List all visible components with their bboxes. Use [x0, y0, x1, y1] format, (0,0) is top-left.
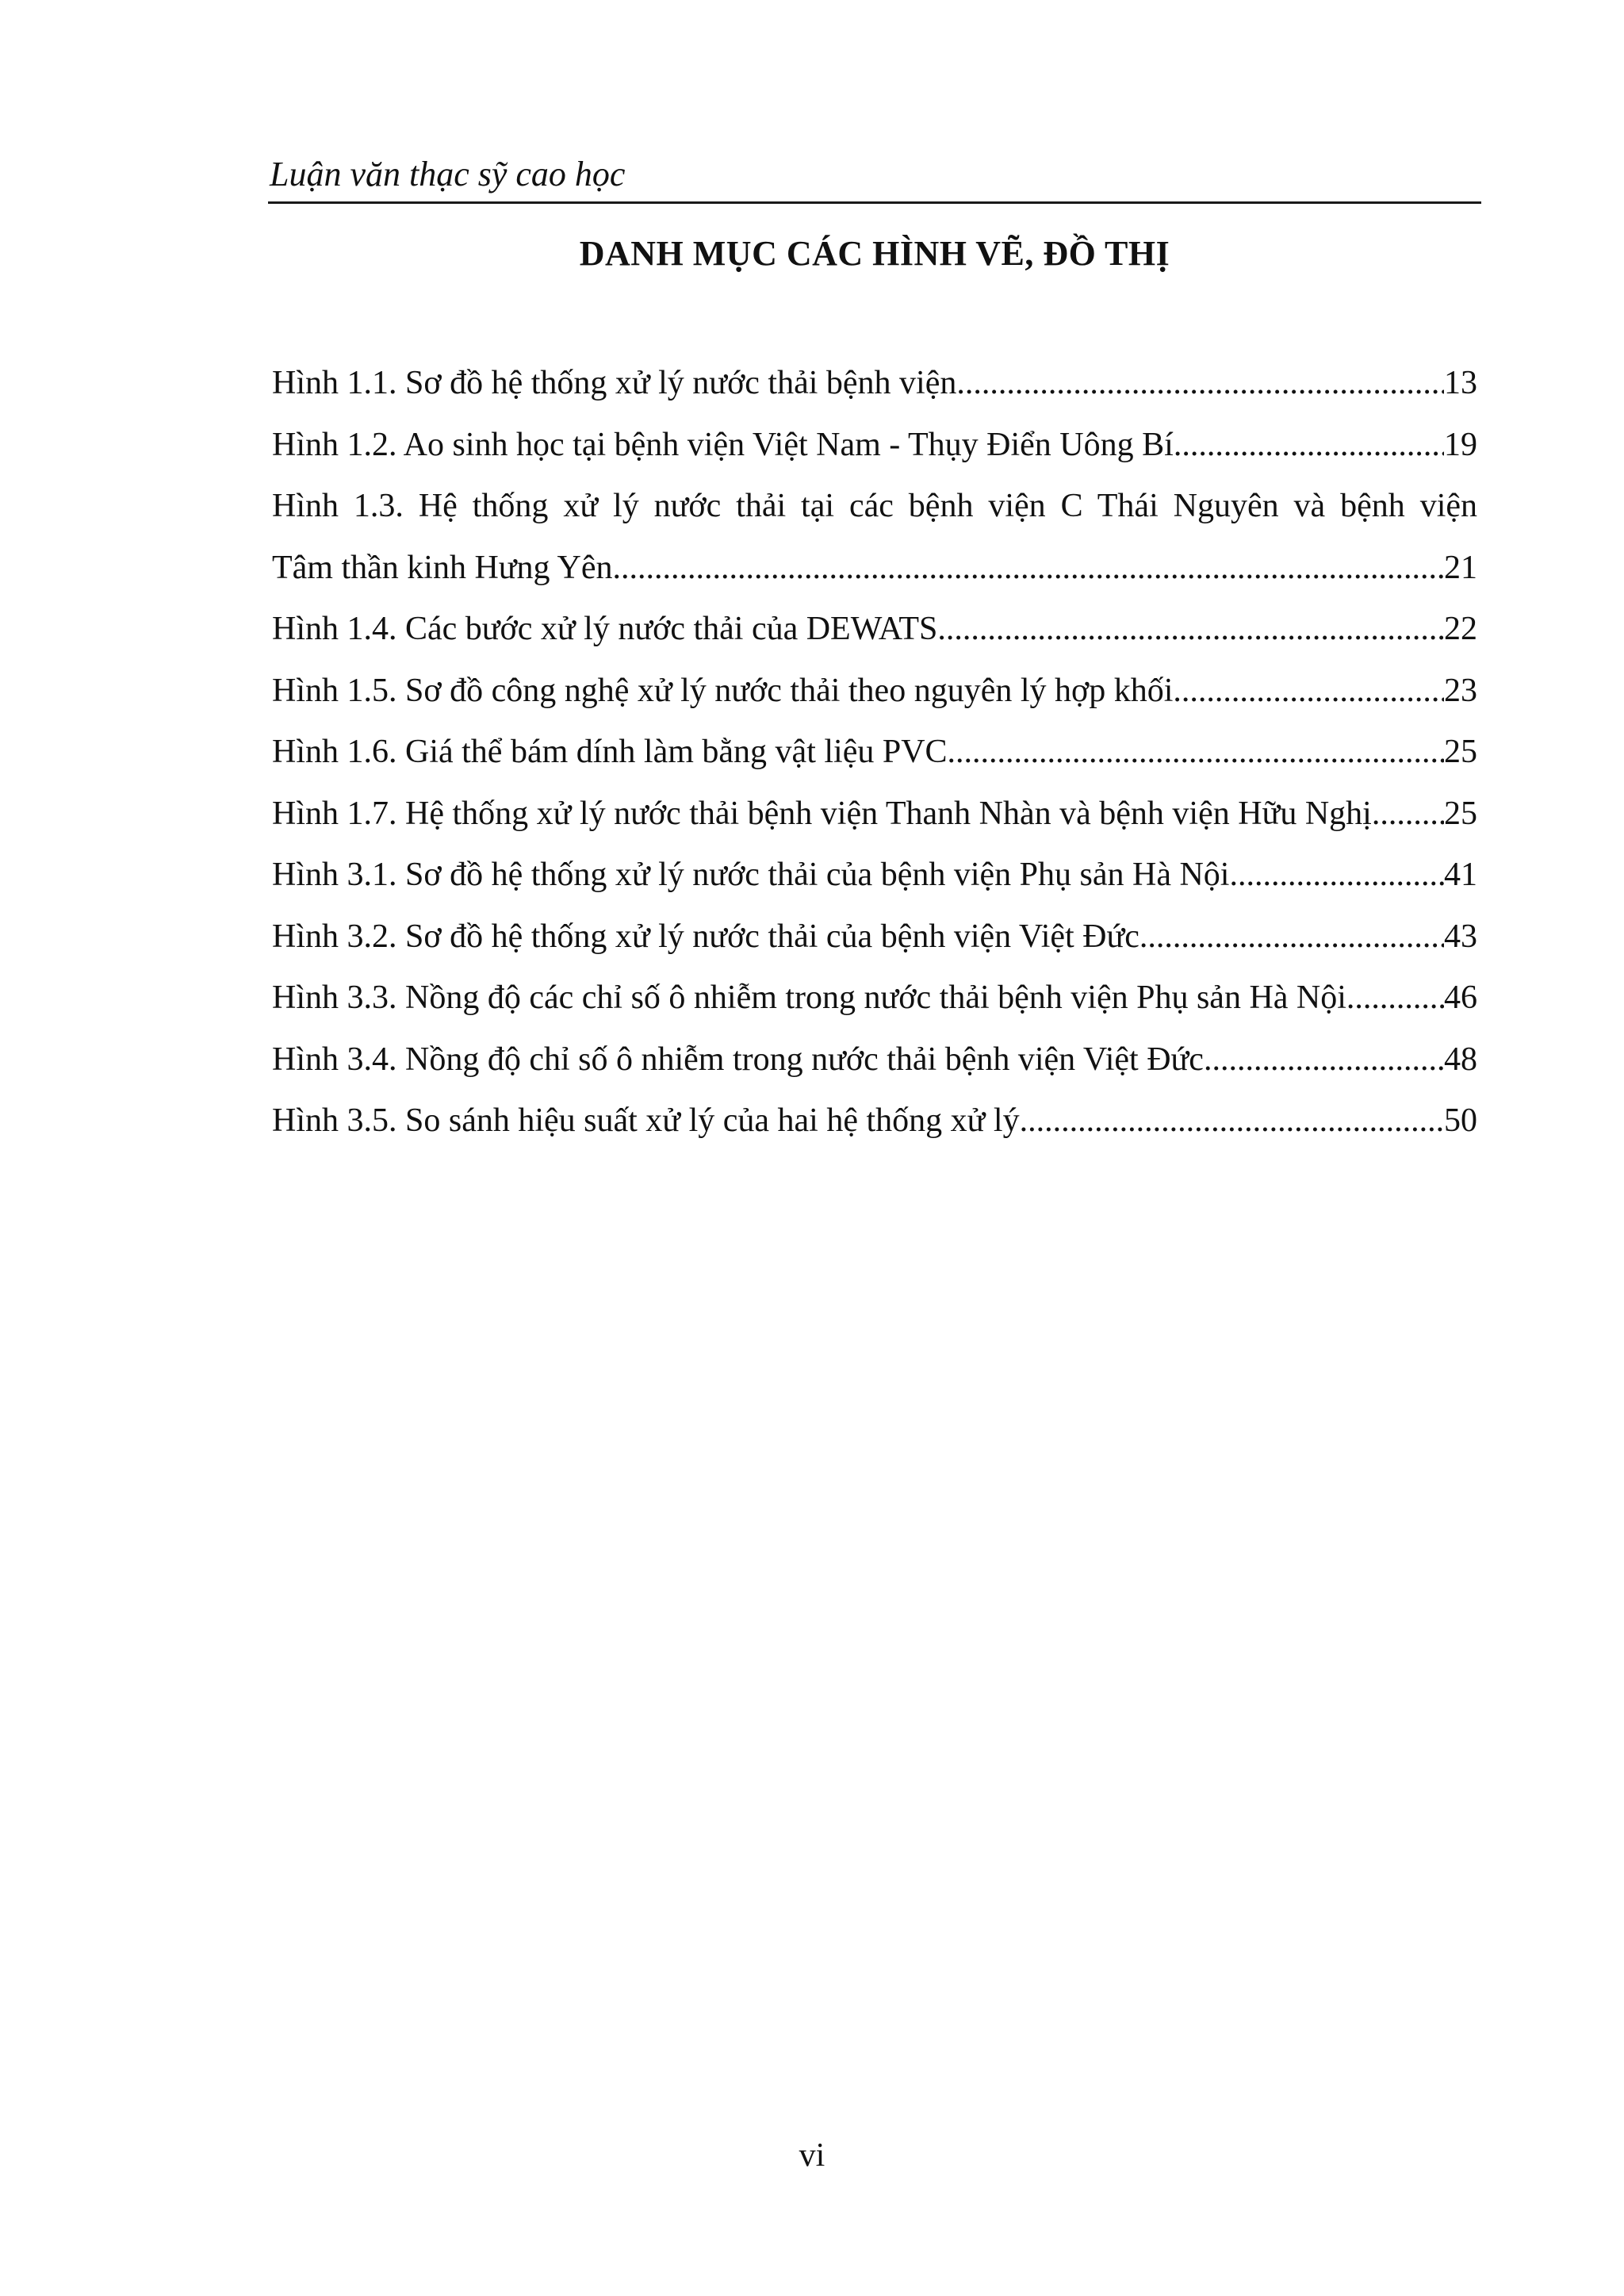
toc-entry-text: Hình 3.4. Nồng độ chỉ số ô nhiễm trong nước thải bệnh viện Việt Đức: [272, 1041, 1204, 1078]
dot-leader: [948, 722, 1444, 784]
dot-leader: [1020, 1091, 1444, 1152]
toc-entry-3-2[interactable]: [272, 907, 1477, 968]
toc-entry-page: 48: [1444, 1041, 1477, 1078]
toc-entry-text: Hình 3.5. So sánh hiệu suất xử lý của hai hệ thống xử lý: [272, 1102, 1020, 1139]
dot-leader: [956, 353, 1444, 415]
toc-entry-3-1[interactable]: [272, 845, 1477, 907]
dot-leader: [612, 538, 1444, 600]
page-header: [268, 152, 1481, 204]
toc-entry-page: 13: [1444, 365, 1477, 401]
toc-entry-page: 22: [1444, 611, 1477, 647]
toc-entry-text: Hình 1.5. Sơ đồ công nghệ xử lý nước thải theo nguyên lý hợp khối: [272, 672, 1174, 709]
toc-entry-1-2[interactable]: [272, 415, 1477, 477]
toc-entry-1-5[interactable]: [272, 661, 1477, 723]
toc-entry-text: Hình 3.1. Sơ đồ hệ thống xử lý nước thải của bệnh viện Phụ sản Hà Nội: [272, 857, 1230, 893]
toc-entry-page: 50: [1444, 1102, 1477, 1139]
toc-entry-3-5[interactable]: [272, 1091, 1477, 1152]
dot-leader: [937, 599, 1444, 661]
toc-list: [272, 353, 1477, 1152]
page-number: vi: [799, 2137, 825, 2174]
toc-entry-3-3[interactable]: [272, 968, 1477, 1029]
toc-entry-1-7[interactable]: [272, 784, 1477, 845]
dot-leader: [1204, 1029, 1444, 1091]
page-title: DANH MỤC CÁC HÌNH VẼ, ĐỒ THỊ: [579, 234, 1170, 273]
toc-entry-page: 21: [1444, 549, 1477, 586]
toc-entry-page: 23: [1444, 672, 1477, 709]
toc-entry-3-4[interactable]: [272, 1029, 1477, 1091]
toc-entry-page: 41: [1444, 857, 1477, 893]
toc-entry-1-6[interactable]: [272, 722, 1477, 784]
dot-leader: [1229, 845, 1444, 907]
toc-entry-1-1[interactable]: [272, 353, 1477, 415]
toc-entry-text: Hình 1.2. Ao sinh học tại bệnh viện Việt Nam - Thụy Điển Uông Bí: [272, 426, 1174, 463]
toc-entry-page: 43: [1444, 918, 1477, 955]
toc-entry-text: Hình 1.1. Sơ đồ hệ thống xử lý nước thải bệnh viện: [272, 365, 957, 401]
header-text: Luận văn thạc sỹ cao học: [270, 155, 626, 194]
toc-entry-text: Hình 3.2. Sơ đồ hệ thống xử lý nước thải của bệnh viện Việt Đức: [272, 918, 1139, 955]
toc-entry-text: Tâm thần kinh Hưng Yên: [272, 549, 613, 586]
toc-entry-text: Hình 1.7. Hệ thống xử lý nước thải bệnh viện Thanh Nhàn và bệnh viện Hữu Nghị: [272, 795, 1372, 832]
toc-entry-page: 46: [1444, 979, 1477, 1016]
dot-leader: [1173, 661, 1444, 723]
toc-entry-text: Hình 1.4. Các bước xử lý nước thải của DEWATS: [272, 611, 938, 647]
toc-entry-text: Hình 3.3. Nồng độ các chỉ số ô nhiễm trong nước thải bệnh viện Phụ sản Hà Nội: [272, 979, 1346, 1016]
toc-entry-text-line1: Hình 1.3. Hệ thống xử lý nước thải tại các bệnh viện C Thái Nguyên và bệnh viện: [272, 488, 1477, 524]
toc-entry-text: Hình 1.6. Giá thể bám dính làm bằng vật liệu PVC: [272, 734, 948, 770]
toc-entry-page: 19: [1444, 426, 1477, 463]
dot-leader: [1372, 784, 1444, 845]
dot-leader: [1174, 415, 1444, 477]
dot-leader: [1346, 968, 1444, 1029]
toc-entry-1-4[interactable]: [272, 599, 1477, 661]
dot-leader: [1139, 907, 1444, 968]
toc-entry-page: 25: [1444, 795, 1477, 832]
toc-entry-1-3[interactable]: [272, 476, 1477, 599]
toc-entry-page: 25: [1444, 734, 1477, 770]
